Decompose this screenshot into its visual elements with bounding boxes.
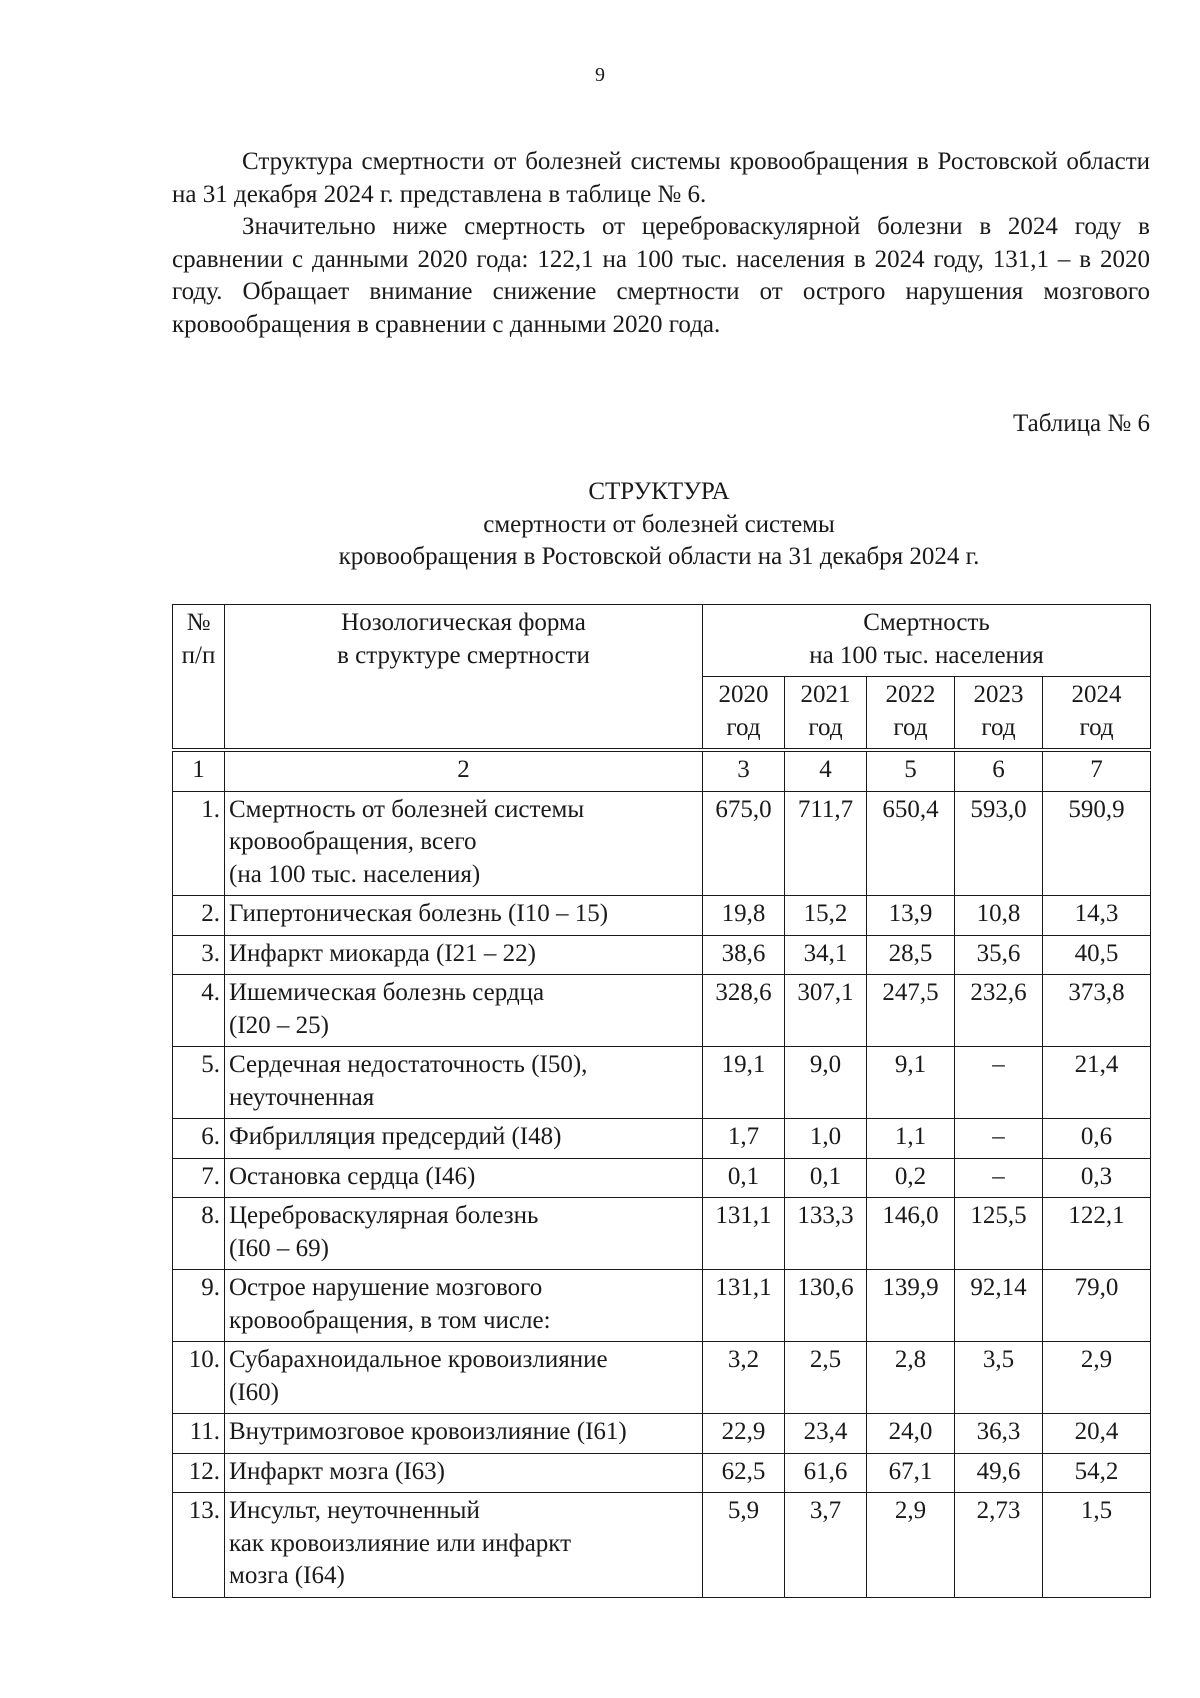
header-year-unit: год <box>1079 713 1114 741</box>
header-name-line-2: в структуре смертности <box>337 641 590 669</box>
row-value-2022: 9,1 <box>867 1047 955 1119</box>
row-value-2021: 15,2 <box>785 896 867 936</box>
row-value-2021: 9,0 <box>785 1047 867 1119</box>
row-name-line: (на 100 тыс. населения) <box>229 860 481 888</box>
row-value-2022: 2,8 <box>867 1342 955 1414</box>
row-number: 8. <box>173 1198 225 1270</box>
row-value-2024: 14,3 <box>1043 896 1151 936</box>
column-index-cell: 7 <box>1043 750 1151 791</box>
row-value-2023: 49,6 <box>955 1453 1043 1493</box>
row-nosological-form <box>225 975 703 1047</box>
row-value-2021: 1,0 <box>785 1119 867 1159</box>
header-year-4 <box>1043 677 1151 751</box>
column-index-cell: 6 <box>955 750 1043 791</box>
table-title-line-1: СТРУКТУРА <box>588 478 730 505</box>
row-value-2024: 2,9 <box>1043 1342 1151 1414</box>
row-name-line: как кровоизлияние или инфаркт <box>229 1529 572 1557</box>
row-name-line: Сердечная недостаточность (I50), <box>229 1051 588 1078</box>
row-value-2023: 593,0 <box>955 791 1043 896</box>
table-row <box>173 1158 1151 1198</box>
header-group-line-2: на 100 тыс. населения <box>809 641 1044 669</box>
row-name-line: Ишемическая болезнь сердца <box>229 979 545 1006</box>
table-row <box>173 1414 1151 1454</box>
table-row <box>173 1270 1151 1342</box>
row-nosological-form <box>225 1270 703 1342</box>
row-value-2024: 54,2 <box>1043 1453 1151 1493</box>
paragraph-2: Значительно ниже смертность от цереброваскулярной болезни в 2024 году в сравнении с данными 2020 года: 122,1 на 100 тыс. населения в 2024 году, 131,1 – в 2020 году. Обращает внимание снижение смертности от острого нарушения мозгового кровообращения в сравнении с данными 2020 года. <box>172 213 1150 338</box>
row-value-2021: 23,4 <box>785 1414 867 1454</box>
row-value-2021: 61,6 <box>785 1453 867 1493</box>
table-row <box>173 1342 1151 1414</box>
header-year-value: 2023 <box>973 681 1024 708</box>
row-number: 13. <box>173 1493 225 1598</box>
row-number: 11. <box>173 1414 225 1454</box>
row-nosological-form <box>225 1158 703 1198</box>
table-row <box>173 935 1151 975</box>
row-value-2022: 650,4 <box>867 791 955 896</box>
row-value-2021: 130,6 <box>785 1270 867 1342</box>
header-year-value: 2021 <box>800 681 851 708</box>
row-value-2023: 232,6 <box>955 975 1043 1047</box>
row-value-2023: – <box>955 1047 1043 1119</box>
row-value-2020: 5,9 <box>703 1493 785 1598</box>
table-row <box>173 1453 1151 1493</box>
row-name-line: Цереброваскулярная болезнь <box>229 1202 539 1229</box>
row-number: 3. <box>173 935 225 975</box>
row-value-2022: 13,9 <box>867 896 955 936</box>
row-value-2024: 1,5 <box>1043 1493 1151 1598</box>
row-value-2024: 0,3 <box>1043 1158 1151 1198</box>
row-name-line: Инсульт, неуточненный <box>229 1497 480 1524</box>
row-nosological-form <box>225 896 703 936</box>
row-value-2020: 0,1 <box>703 1158 785 1198</box>
row-value-2023: 2,73 <box>955 1493 1043 1598</box>
table-caption: Таблица № 6 <box>1012 410 1150 437</box>
row-value-2021: 133,3 <box>785 1198 867 1270</box>
row-number: 2. <box>173 896 225 936</box>
header-year-unit: год <box>726 713 761 741</box>
row-value-2023: – <box>955 1119 1043 1159</box>
row-value-2020: 19,8 <box>703 896 785 936</box>
header-year-1 <box>785 677 867 751</box>
row-value-2022: 0,2 <box>867 1158 955 1198</box>
row-value-2024: 590,9 <box>1043 791 1151 896</box>
row-number: 10. <box>173 1342 225 1414</box>
row-value-2023: 3,5 <box>955 1342 1043 1414</box>
row-name-line: Субарахноидальное кровоизлияние <box>229 1346 608 1373</box>
row-value-2023: 35,6 <box>955 935 1043 975</box>
header-year-0 <box>703 677 785 751</box>
table-row <box>173 1119 1151 1159</box>
row-value-2021: 0,1 <box>785 1158 867 1198</box>
header-mortality-group <box>703 605 1151 677</box>
row-name-line: Фибрилляция предсердий (I48) <box>229 1123 562 1150</box>
row-value-2022: 139,9 <box>867 1270 955 1342</box>
table-row <box>173 1493 1151 1598</box>
row-name-line: Гипертоническая болезнь (I10 – 15) <box>229 900 609 927</box>
row-value-2024: 0,6 <box>1043 1119 1151 1159</box>
header-year-value: 2022 <box>885 681 936 708</box>
table-row <box>173 896 1151 936</box>
row-value-2024: 122,1 <box>1043 1198 1151 1270</box>
row-nosological-form <box>225 1119 703 1159</box>
row-nosological-form <box>225 935 703 975</box>
column-index-cell: 3 <box>703 750 785 791</box>
table-title-line-2: смертности от болезней системы <box>483 510 835 538</box>
row-value-2022: 146,0 <box>867 1198 955 1270</box>
row-value-2024: 20,4 <box>1043 1414 1151 1454</box>
row-value-2021: 711,7 <box>785 791 867 896</box>
body-text <box>172 146 1150 341</box>
row-value-2023: 36,3 <box>955 1414 1043 1454</box>
row-value-2023: 92,14 <box>955 1270 1043 1342</box>
row-value-2020: 131,1 <box>703 1198 785 1270</box>
header-year-value: 2024 <box>1071 681 1122 708</box>
row-value-2022: 24,0 <box>867 1414 955 1454</box>
row-name-line: кровообращения, всего <box>229 828 477 855</box>
table-row <box>173 975 1151 1047</box>
row-value-2024: 79,0 <box>1043 1270 1151 1342</box>
row-name-line: (I60) <box>229 1378 279 1406</box>
row-nosological-form <box>225 1047 703 1119</box>
table-row <box>173 1047 1151 1119</box>
header-nosological-form <box>225 605 703 751</box>
row-nosological-form <box>225 1342 703 1414</box>
column-index-row <box>173 750 1151 791</box>
row-name-line: Остановка сердца (I46) <box>229 1162 476 1190</box>
row-value-2020: 3,2 <box>703 1342 785 1414</box>
mortality-table <box>172 604 1151 1598</box>
row-value-2022: 1,1 <box>867 1119 955 1159</box>
row-number: 6. <box>173 1119 225 1159</box>
row-name-line: Инфаркт миокарда (I21 – 22) <box>229 939 536 967</box>
header-year-unit: год <box>808 713 843 741</box>
row-value-2021: 34,1 <box>785 935 867 975</box>
row-value-2023: – <box>955 1158 1043 1198</box>
header-number <box>173 605 225 751</box>
table-body <box>173 750 1151 1597</box>
table-row <box>173 791 1151 896</box>
row-nosological-form <box>225 791 703 896</box>
row-value-2021: 307,1 <box>785 975 867 1047</box>
row-name-line: Смертность от болезней системы <box>229 795 585 823</box>
row-value-2020: 131,1 <box>703 1270 785 1342</box>
row-value-2023: 125,5 <box>955 1198 1043 1270</box>
header-group-line-1: Смертность <box>863 609 990 636</box>
row-name-line: (I20 – 25) <box>229 1011 329 1039</box>
header-year-unit: год <box>981 713 1016 741</box>
row-value-2020: 328,6 <box>703 975 785 1047</box>
column-index-cell: 2 <box>225 750 703 791</box>
row-number: 5. <box>173 1047 225 1119</box>
row-name-line: Внутримозговое кровоизлияние (I61) <box>229 1418 627 1445</box>
row-value-2020: 38,6 <box>703 935 785 975</box>
row-value-2022: 2,9 <box>867 1493 955 1598</box>
row-name-line: неуточненная <box>229 1083 375 1111</box>
column-index-cell: 5 <box>867 750 955 791</box>
row-name-line: Инфаркт мозга (I63) <box>229 1457 445 1485</box>
row-value-2020: 675,0 <box>703 791 785 896</box>
row-value-2023: 10,8 <box>955 896 1043 936</box>
row-name-line: мозга (I64) <box>229 1562 345 1589</box>
row-value-2022: 247,5 <box>867 975 955 1047</box>
row-value-2020: 1,7 <box>703 1119 785 1159</box>
header-year-value: 2020 <box>718 681 769 708</box>
table-title <box>0 476 1200 574</box>
row-name-line: (I60 – 69) <box>229 1234 329 1262</box>
row-name-line: Острое нарушение мозгового <box>229 1274 543 1301</box>
row-value-2024: 40,5 <box>1043 935 1151 975</box>
row-value-2022: 28,5 <box>867 935 955 975</box>
row-value-2022: 67,1 <box>867 1453 955 1493</box>
row-nosological-form <box>225 1493 703 1598</box>
column-index-cell: 1 <box>173 750 225 791</box>
header-year-unit: год <box>893 713 928 741</box>
header-name-line-1: Нозологическая форма <box>341 609 586 636</box>
row-nosological-form <box>225 1414 703 1454</box>
table-title-line-3: кровообращения в Ростовской области на 31 декабря 2024 г. <box>338 543 980 570</box>
column-index-cell: 4 <box>785 750 867 791</box>
row-number: 9. <box>173 1270 225 1342</box>
header-year-2 <box>867 677 955 751</box>
row-number: 7. <box>173 1158 225 1198</box>
row-number: 1. <box>173 791 225 896</box>
header-number-line-1: № <box>186 609 211 636</box>
row-name-line: кровообращения, в том числе: <box>229 1306 551 1334</box>
header-number-line-2: п/п <box>181 641 216 669</box>
row-number: 4. <box>173 975 225 1047</box>
row-value-2021: 2,5 <box>785 1342 867 1414</box>
paragraph-1: Структура смертности от болезней системы кровообращения в Ростовской области на 31 декабря 2024 г. представлена в таблице № 6. <box>172 148 1150 208</box>
row-value-2020: 19,1 <box>703 1047 785 1119</box>
row-value-2020: 22,9 <box>703 1414 785 1454</box>
row-value-2021: 3,7 <box>785 1493 867 1598</box>
row-number: 12. <box>173 1453 225 1493</box>
row-value-2024: 21,4 <box>1043 1047 1151 1119</box>
row-value-2020: 62,5 <box>703 1453 785 1493</box>
row-nosological-form <box>225 1198 703 1270</box>
row-value-2024: 373,8 <box>1043 975 1151 1047</box>
page-number: 9 <box>595 64 605 86</box>
row-nosological-form <box>225 1453 703 1493</box>
header-year-3 <box>955 677 1043 751</box>
table-row <box>173 1198 1151 1270</box>
